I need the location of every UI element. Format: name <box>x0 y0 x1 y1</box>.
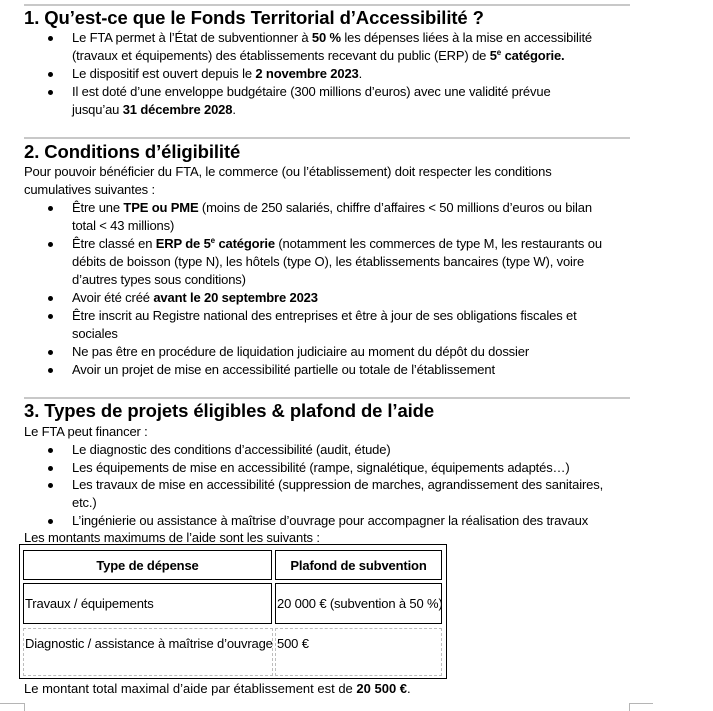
section-divider <box>24 137 630 139</box>
section-2-intro-line-2: cumulatives suivantes : <box>24 182 155 197</box>
list-item: Avoir un projet de mise en accessibilité partielle ou totale de l’établissement <box>72 361 632 379</box>
table-cell: 20 000 € (subvention à 50 %) <box>275 583 442 624</box>
aid-ceiling-table <box>19 544 447 679</box>
table-header-cell: Type de dépense <box>23 550 272 580</box>
bullet-icon <box>48 90 53 95</box>
bullet-icon <box>48 448 53 453</box>
bullet-icon <box>48 466 53 471</box>
section-1-heading: 1. Qu’est-ce que le Fonds Territorial d’Accessibilité ? <box>24 7 484 28</box>
table-cell: Travaux / équipements <box>23 583 272 624</box>
page-corner-mark <box>0 703 24 704</box>
list-item: Être classé en ERP de 5e catégorie (notamment les commerces de type M, les restaurants ou débits de boisson (type N), les hôtels (type O), les établissements bancaires (type W), voire d’autres types sous conditions) <box>72 235 632 289</box>
list-item: Le FTA permet à l’État de subventionner à 50 % les dépenses liées à la mise en accessibilité (travaux et équipements) des établissements recevant du public (ERP) de 5e catégorie. <box>72 29 632 65</box>
table-header-cell: Plafond de subvention <box>275 550 442 580</box>
table-cell: Diagnostic / assistance à maîtrise d’ouvrage <box>23 628 273 676</box>
bullet-icon <box>48 36 53 41</box>
bullet-icon <box>48 368 53 373</box>
section-divider <box>24 4 630 6</box>
list-item: Les travaux de mise en accessibilité (suppression de marches, agrandissement des sanitaires, etc.) <box>72 476 632 512</box>
list-item: Ne pas être en procédure de liquidation judiciaire au moment du dépôt du dossier <box>72 343 632 361</box>
section-3-intro: Le FTA peut financer : <box>24 424 148 439</box>
table-intro: Les montants maximums de l’aide sont les suivants : <box>24 530 320 545</box>
bullet-icon <box>48 519 53 524</box>
bullet-icon <box>48 296 53 301</box>
list-item: Il est doté d’une enveloppe budgétaire (300 millions d’euros) avec une validité prévue jusqu’au 31 décembre 2028. <box>72 83 632 119</box>
section-3-heading: 3. Types de projets éligibles & plafond de l’aide <box>24 400 435 421</box>
list-item: Être une TPE ou PME (moins de 250 salariés, chiffre d’affaires < 50 millions d’euros ou bilan total < 43 millions) <box>72 199 632 235</box>
list-item: Être inscrit au Registre national des entreprises et être à jour de ses obligations fiscales et sociales <box>72 307 632 343</box>
bullet-icon <box>48 206 53 211</box>
section-divider <box>24 397 630 399</box>
list-item: L’ingénierie ou assistance à maîtrise d’ouvrage pour accompagner la réalisation des travaux <box>72 512 632 530</box>
page-corner-mark <box>629 703 653 704</box>
page-corner-mark <box>24 703 25 711</box>
bullet-icon <box>48 350 53 355</box>
list-item: Les équipements de mise en accessibilité (rampe, signalétique, équipements adaptés…) <box>72 459 632 477</box>
list-item: Le diagnostic des conditions d’accessibilité (audit, étude) <box>72 441 632 459</box>
bullet-icon <box>48 314 53 319</box>
bullet-icon <box>48 483 53 488</box>
table-cell: 500 € <box>275 628 442 676</box>
bullet-icon <box>48 242 53 247</box>
section-2-intro-line-1: Pour pouvoir bénéficier du FTA, le commerce (ou l’établissement) doit respecter les conditions <box>24 164 552 179</box>
page-corner-mark <box>629 703 630 711</box>
list-item: Le dispositif est ouvert depuis le 2 novembre 2023. <box>72 65 632 83</box>
bullet-icon <box>48 72 53 77</box>
total-aid-sentence: Le montant total maximal d’aide par établissement est de 20 500 €. <box>24 681 411 696</box>
list-item: Avoir été créé avant le 20 septembre 2023 <box>72 289 632 307</box>
section-2-heading: 2. Conditions d’éligibilité <box>24 141 241 162</box>
